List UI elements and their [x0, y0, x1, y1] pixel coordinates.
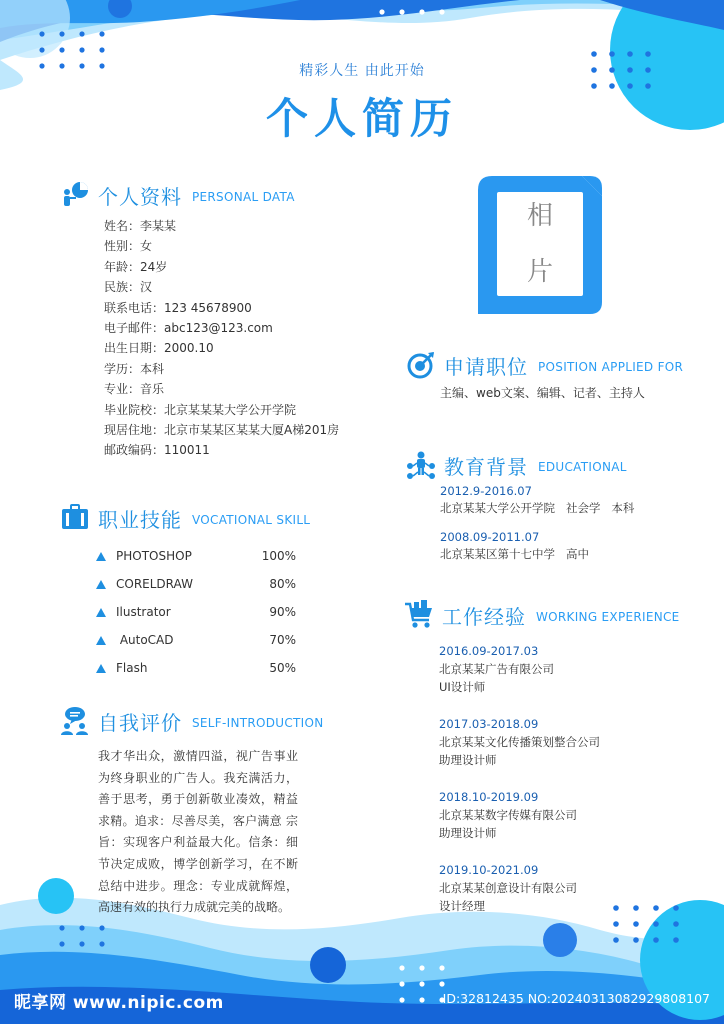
info-ethnicity: 民族：汉 — [104, 280, 153, 295]
skill-name: AutoCAD — [116, 633, 174, 647]
photo-char-1: 相 — [526, 201, 553, 231]
skill-percent: 80% — [269, 577, 296, 591]
education-detail: 北京某某区第十七中学 高中 — [440, 547, 589, 561]
work-role: 助理设计师 — [439, 753, 497, 767]
work-role: UI设计师 — [439, 680, 486, 694]
work-date: 2019.10-2021.09 — [439, 863, 539, 877]
skill-percent: 100% — [261, 549, 296, 563]
skill-percent: 90% — [269, 605, 296, 619]
work-role: 助理设计师 — [439, 826, 497, 840]
position-list: 主编、web文案、编辑、记者、主持人 — [440, 386, 645, 400]
education-detail: 北京某某大学公开学院 社会学 本科 — [440, 501, 635, 515]
work-company: 北京某某文化传播策划整合公司 — [439, 735, 600, 749]
watermark-bar — [0, 980, 724, 1024]
info-gender: 性别：女 — [104, 239, 153, 254]
target-icon — [406, 350, 436, 380]
section-subtitle: VOCATIONAL SKILL — [192, 513, 311, 527]
work-item — [439, 642, 554, 696]
education-item — [440, 529, 589, 563]
section-title: 申请职位 — [444, 354, 528, 379]
skill-list — [96, 542, 296, 682]
section-title: 工作经验 — [442, 604, 526, 629]
person-chart-icon — [60, 180, 90, 210]
photo-placeholder — [497, 192, 583, 296]
person-network-icon — [406, 450, 436, 480]
education-item — [440, 483, 634, 517]
skill-name: Ilustrator — [116, 605, 171, 619]
work-item — [439, 715, 600, 769]
info-major: 专业：音乐 — [104, 382, 165, 397]
section-title: 自我评价 — [98, 710, 182, 735]
info-age: 年龄：24岁 — [104, 259, 168, 274]
work-company: 北京某某广告有限公司 — [439, 662, 554, 676]
work-item — [439, 788, 577, 842]
skill-name: CORELDRAW — [116, 577, 193, 591]
info-birthdate: 出生日期：2000.10 — [104, 341, 214, 356]
position-heading — [406, 350, 683, 380]
skill-row — [96, 542, 296, 570]
section-title: 个人资料 — [98, 184, 182, 209]
education-heading — [406, 450, 627, 480]
work-date: 2016.09-2017.03 — [439, 644, 539, 658]
skill-row — [96, 570, 296, 598]
page-title: 个人简历 — [265, 94, 458, 143]
work-company: 北京某某创意设计有限公司 — [439, 881, 577, 895]
skill-row — [96, 654, 296, 682]
section-subtitle: SELF-INTRODUCTION — [192, 716, 324, 730]
work-company: 北京某某数字传媒有限公司 — [439, 808, 577, 822]
info-email: 电子邮件：abc123@123.com — [104, 320, 273, 335]
chat-people-icon — [60, 706, 90, 736]
section-subtitle: PERSONAL DATA — [192, 190, 295, 204]
self-intro-text: 我才华出众，激情四溢，视广告事业为终身职业的广告人。我充满活力，善于思考，勇于创新敬业凑效，精益求精。追求：尽善尽美，客户满意 宗旨：实现客户利益最大化。信条：细节决定成败，博学创新学习，在不断总结中进步。理念：专业成就辉煌，高速有效的执行力成就完美的战略。 — [98, 749, 298, 915]
skills-heading — [60, 503, 310, 533]
triangle-bullet-icon — [96, 664, 106, 673]
skill-name: Flash — [116, 661, 148, 675]
personal-data-heading — [60, 180, 295, 210]
skill-percent: 50% — [269, 661, 296, 675]
skill-row — [96, 626, 296, 654]
section-subtitle: EDUCATIONAL — [538, 460, 627, 474]
skill-row — [96, 598, 296, 626]
info-education: 学历：本科 — [104, 361, 165, 376]
section-subtitle: POSITION APPLIED FOR — [538, 360, 684, 374]
briefcase-icon — [60, 503, 90, 533]
info-address: 现居住地：北京市某某区某某大厦A梯201房 — [104, 422, 340, 437]
info-name: 姓名：李某某 — [104, 219, 177, 233]
triangle-bullet-icon — [96, 636, 106, 645]
section-title: 教育背景 — [444, 454, 528, 479]
self-intro-heading — [60, 706, 324, 736]
personal-info-list — [104, 216, 339, 461]
info-phone: 联系电话：123 45678900 — [104, 300, 252, 315]
section-title: 职业技能 — [98, 507, 182, 532]
triangle-bullet-icon — [96, 608, 106, 617]
photo-char-2: 片 — [526, 257, 553, 287]
work-date: 2018.10-2019.09 — [439, 790, 539, 804]
info-postcode: 邮政编码：110011 — [104, 443, 210, 458]
tagline: 精彩人生 由此开始 — [299, 63, 425, 79]
skill-name: PHOTOSHOP — [116, 549, 192, 563]
work-date: 2017.03-2018.09 — [439, 717, 539, 731]
work-role: 设计经理 — [439, 899, 485, 913]
education-date: 2012.9-2016.07 — [440, 484, 532, 498]
triangle-bullet-icon — [96, 580, 106, 589]
education-date: 2008.09-2011.07 — [440, 530, 540, 544]
watermark-logo: 昵享网 www.nipic.com — [14, 993, 224, 1013]
work-item — [439, 861, 577, 915]
work-heading — [404, 600, 680, 630]
skill-percent: 70% — [269, 633, 296, 647]
triangle-bullet-icon — [96, 552, 106, 561]
info-school: 毕业院校：北京某某某大学公开学院 — [104, 402, 297, 417]
section-subtitle: WORKING EXPERIENCE — [536, 610, 680, 624]
watermark-id: ID:32812435 NO:20240313082929808107 — [442, 991, 710, 1006]
cart-icon — [404, 600, 434, 630]
